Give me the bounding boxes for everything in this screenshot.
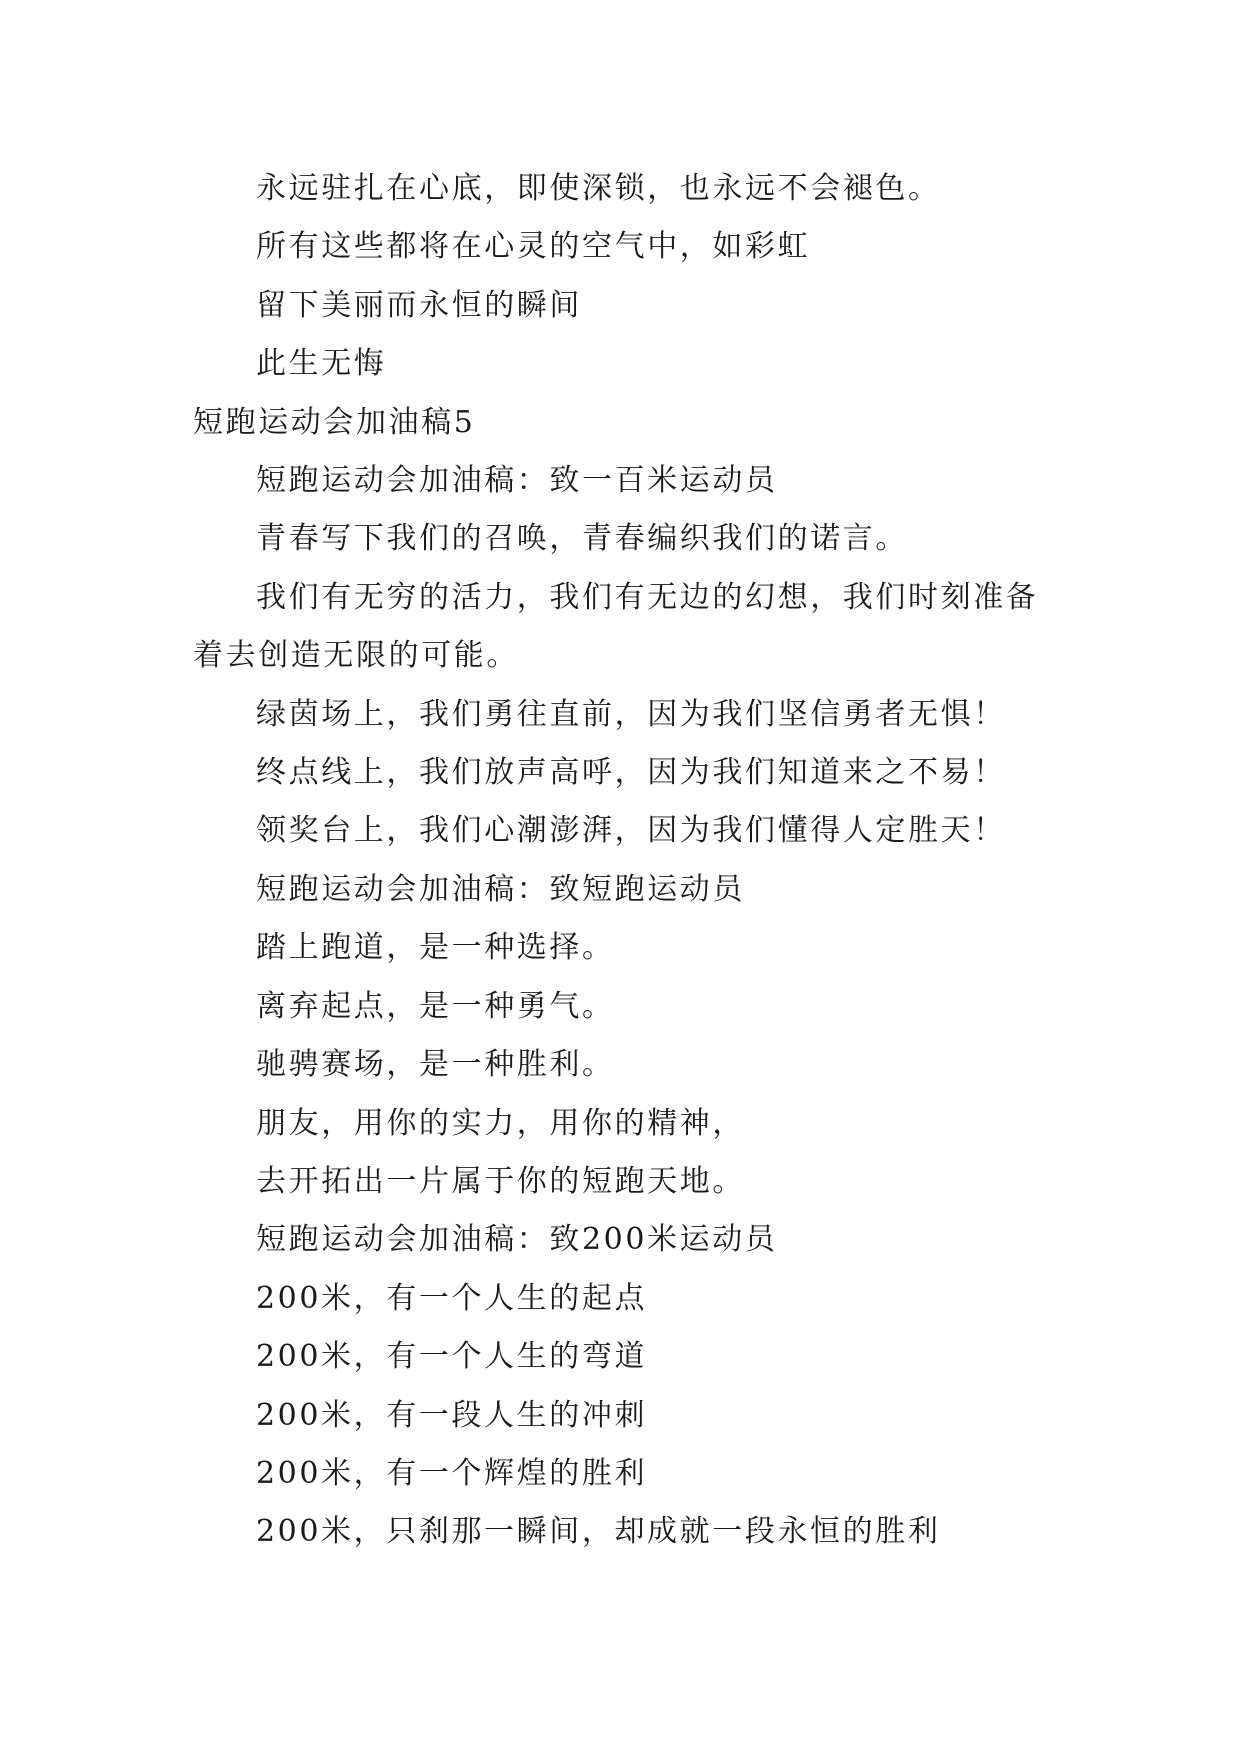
paragraph-line: 200米，有一个人生的弯道 bbox=[256, 1339, 648, 1375]
paragraph-line: 终点线上，我们放声高呼，因为我们知道来之不易！ bbox=[256, 755, 1006, 791]
paragraph-line: 此生无悔 bbox=[256, 346, 387, 382]
paragraph-line: 200米，只刹那一瞬间，却成就一段永恒的胜利 bbox=[256, 1514, 941, 1550]
paragraph-line: 去开拓出一片属于你的短跑天地。 bbox=[256, 1163, 745, 1199]
subheading-line: 短跑运动会加油稿：致200米运动员 bbox=[256, 1222, 778, 1258]
paragraph-line: 领奖台上，我们心潮澎湃，因为我们懂得人定胜天！ bbox=[256, 813, 1006, 849]
paragraph-line: 所有这些都将在心灵的空气中，如彩虹 bbox=[256, 229, 811, 265]
paragraph-line: 踏上跑道，是一种选择。 bbox=[256, 930, 615, 966]
paragraph-line: 青春写下我们的召唤，青春编织我们的诺言。 bbox=[256, 521, 908, 557]
paragraph-line: 永远驻扎在心底，即使深锁，也永远不会褪色。 bbox=[256, 171, 941, 206]
section-heading: 短跑运动会加油稿5 bbox=[193, 404, 476, 440]
paragraph-line: 驰骋赛场，是一种胜利。 bbox=[256, 1047, 615, 1083]
paragraph-line: 200米，有一个人生的起点 bbox=[256, 1280, 648, 1316]
paragraph-line: 留下美丽而永恒的瞬间 bbox=[256, 287, 582, 323]
subheading-line: 短跑运动会加油稿：致短跑运动员 bbox=[256, 871, 745, 907]
subheading-line: 短跑运动会加油稿：致一百米运动员 bbox=[256, 463, 778, 499]
paragraph-line: 绿茵场上，我们勇往直前，因为我们坚信勇者无惧！ bbox=[256, 696, 1006, 732]
paragraph-line: 200米，有一段人生的冲刺 bbox=[256, 1397, 648, 1433]
paragraph-line: 200米，有一个辉煌的胜利 bbox=[256, 1455, 648, 1491]
paragraph-line: 离弃起点，是一种勇气。 bbox=[256, 988, 615, 1024]
document-body bbox=[193, 160, 1063, 1562]
paragraph-line: 朋友，用你的实力，用你的精神， bbox=[256, 1105, 745, 1141]
paragraph-wrapped: 我们有无穷的活力，我们有无边的幻想，我们时刻准备着去创造无限的可能。 bbox=[193, 579, 1039, 674]
